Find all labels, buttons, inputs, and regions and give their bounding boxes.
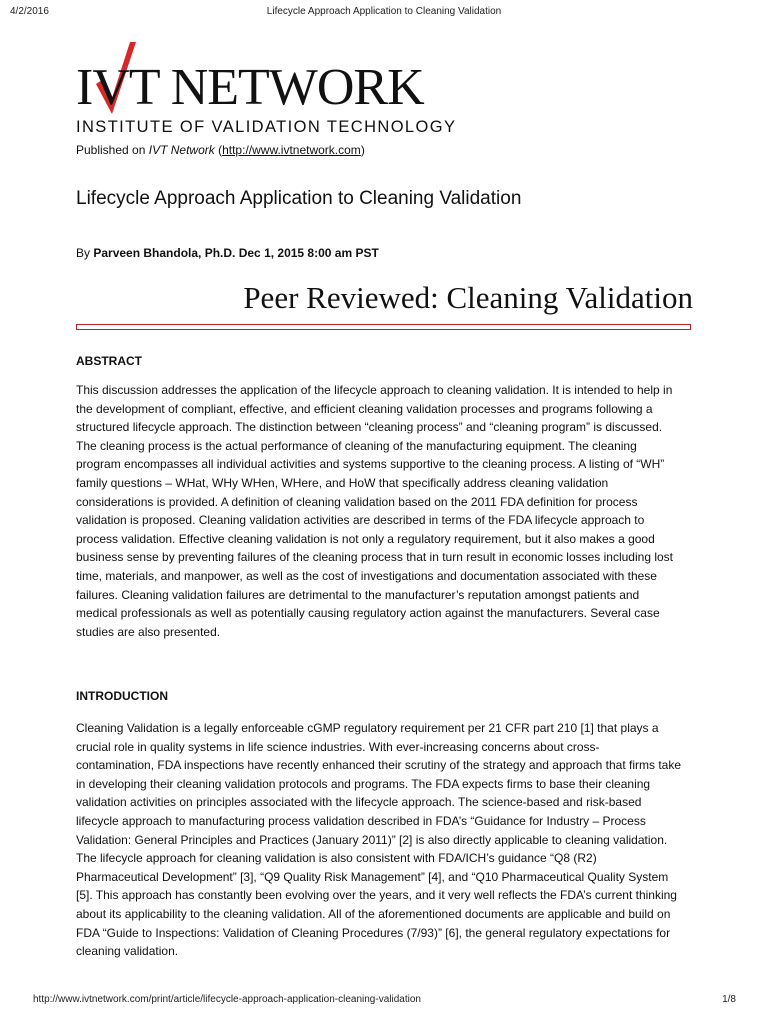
text-line: Validation: General Principles and Practices (January 2011)” [2] is also directly applicable to cleaning validation. [76,832,668,847]
text-line: contamination, FDA inspections have recently enhanced their scrutiny of the strategy and approach that firms take [76,758,681,773]
text-line: This discussion addresses the application of the lifecycle approach to cleaning validation. It is intended to help in [76,383,673,397]
banner-rule [76,324,691,330]
text-line: lifecycle approach to manufacturing process validation described in FDA’s “Guidance for Industry – Process [76,813,646,828]
text-line: validation is proposed. Cleaning validation activities are described in terms of the FDA lifecycle approach to [76,513,645,528]
text-line: considerations is provided. A definition of cleaning validation based on the 2011 FDA definition for process [76,494,638,509]
text-line: in developing their cleaning validation protocols and programs. The FDA expects firms to base their cleaning [76,776,651,791]
text-line: program encompasses all individual activities and systems supportive to the cleaning process. A listing of “WH” [76,457,665,472]
text-line: studies are also presented. [76,624,221,639]
text-line: family questions – WHat, WHy WHen, WHere, and HoW that specifically address cleaning validation [76,475,609,490]
print-title: Lifecycle Approach Application to Cleaning Validation [266,6,502,17]
ivt-network-logo [76,40,496,140]
text-line: crucial role in quality systems in life science industries. With ever-increasing concerns about cross- [76,739,600,754]
text-line: structured lifecycle approach. The distinction between “cleaning process” and “cleaning program” is discussed. [76,420,663,435]
text-line: The lifecycle approach for cleaning validation is also consistent with FDA/ICH’s guidance “Q8 (R2) [76,851,597,866]
print-date: 4/2/2016 [10,6,49,17]
published-open: ( [214,143,223,157]
text-line: business sense by preventing failures of the cleaning process that in turn result in economic losses including lost [76,550,673,565]
published-close: ) [360,143,365,157]
abstract-body [76,381,702,641]
logo-wordmark: IVT NETWORK [76,59,424,116]
text-line: process validation. Effective cleaning validation is not only a regulatory requirement, but it also makes a good [76,531,655,546]
published-site: IVT Network [148,143,215,157]
peer-reviewed-banner: Peer Reviewed: Cleaning Validation [243,280,693,315]
text-line: validation activities on principles associated with the lifecycle approach. The science-based and risk-based [76,795,642,810]
introduction-heading: INTRODUCTION [76,689,168,703]
published-prefix: Published on [76,143,149,157]
logo-tagline: INSTITUTE OF VALIDATION TECHNOLOGY [76,118,457,136]
byline-author-date: Parveen Bhandola, Ph.D. Dec 1, 2015 8:00 am PST [93,246,379,260]
text-line: FDA “Guide to Inspections: Validation of Cleaning Procedures (7/93)” [6], the general regulatory expectations for [76,925,671,940]
print-header [0,0,768,26]
text-line: the development of compliant, effective, and efficient cleaning validation processes and programs following a [76,401,653,416]
byline-by: By [76,246,94,260]
text-line: cleaning validation. [76,944,179,959]
text-line: [5]. This approach has constantly been evolving over the years, and it very well reflects the FDA’s current thinking [76,888,677,903]
article-title: Lifecycle Approach Application to Cleaning Validation [76,188,522,209]
published-url-link[interactable]: http://www.ivtnetwork.com [222,143,361,157]
byline [76,246,379,260]
text-line: The cleaning process is the actual performance of cleaning of the manufacturing equipment. The cleaning [76,438,637,453]
published-on [76,143,365,157]
text-line: failures. Cleaning validation failures are detrimental to the manufacturer’s reputation amongst patients and [76,587,640,602]
text-line: Pharmaceutical Development” [3], “Q9 Quality Risk Management” [4], and “Q10 Pharmaceutical Quality System [76,869,669,884]
text-line: medical professionals as well as potentially causing regulatory action against the manufacturers. Several case [76,606,660,621]
introduction-body [76,719,702,961]
abstract-heading: ABSTRACT [76,354,142,368]
footer-url: http://www.ivtnetwork.com/print/article/lifecycle-approach-application-cleaning-validation [33,994,421,1005]
text-line: time, materials, and manpower, as well as the cost of investigations and documentation associated with these [76,568,657,583]
text-line: Cleaning Validation is a legally enforceable cGMP regulatory requirement per 21 CFR part 210 [1] that plays a [76,721,659,735]
text-line: about its applicability to the cleaning validation. All of the aforementioned documents are applicable and build on [76,906,671,921]
page-number: 1/8 [722,994,736,1005]
